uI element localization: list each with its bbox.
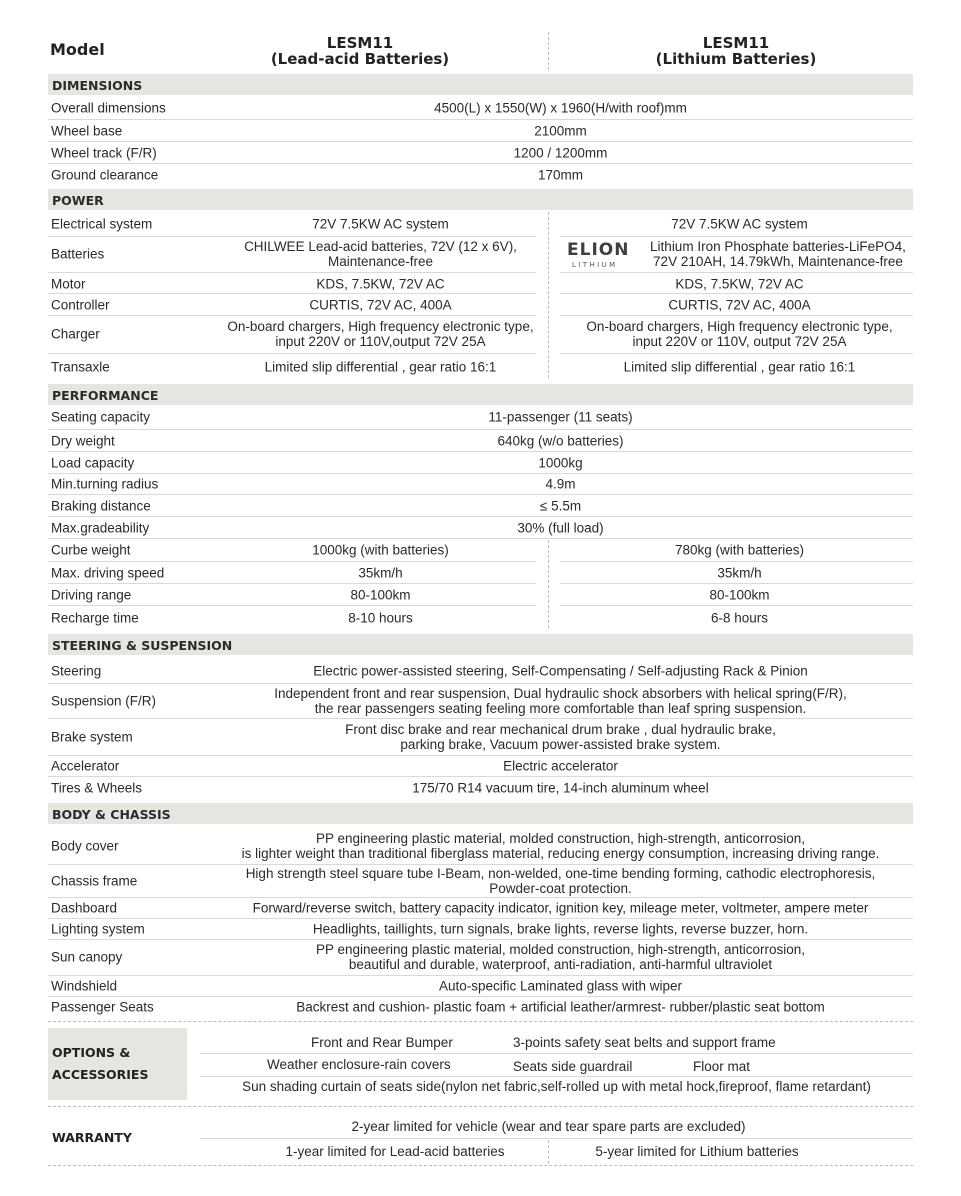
spec-label: Sun canopy <box>51 949 123 965</box>
lithium-value <box>638 239 918 269</box>
spec-row <box>48 495 913 516</box>
spec-label: Charger <box>51 326 100 342</box>
spec-row <box>48 919 913 939</box>
spec-label: Wheel track (F/R) <box>51 145 157 160</box>
row-divider <box>200 1053 913 1054</box>
spec-label: Batteries <box>51 246 105 262</box>
options-title-line1: OPTIONS & <box>52 1045 131 1060</box>
spec-value-line2: Powder-coat protection. <box>489 881 632 896</box>
lithium-value: 72V 7.5KW AC system <box>671 216 808 232</box>
spec-value: 2100mm <box>534 123 587 138</box>
spec-row <box>48 719 913 754</box>
section-divider <box>48 1165 913 1166</box>
section-steering: STEERING & SUSPENSION <box>48 634 913 655</box>
spec-row <box>48 539 913 561</box>
spec-row <box>48 777 913 799</box>
spec-row <box>48 976 913 996</box>
spec-label: Lighting system <box>51 921 145 937</box>
lithium-value: CURTIS, 72V AC, 400A <box>668 297 811 312</box>
spec-value: ≤ 5.5m <box>539 498 582 513</box>
spec-label: Tires & Wheels <box>51 780 143 796</box>
row-divider <box>200 1076 913 1077</box>
spec-value: 4.9m <box>545 476 576 492</box>
spec-label: Seating capacity <box>51 409 151 425</box>
warranty-title: WARRANTY <box>52 1130 132 1145</box>
spec-value <box>208 866 913 896</box>
spec-value <box>208 831 913 861</box>
spec-label: Chassis frame <box>51 873 138 889</box>
section-divider <box>48 1106 913 1107</box>
model-label: Model <box>50 40 105 59</box>
lithium-value: Limited slip differential , gear ratio 16:1 <box>623 359 856 375</box>
spec-label: Curbe weight <box>51 542 131 558</box>
spec-row <box>48 606 913 630</box>
spec-row <box>48 164 913 186</box>
options-title-box <box>48 1028 187 1100</box>
lead-value <box>208 319 553 349</box>
spec-label: Dry weight <box>51 433 115 448</box>
lithium-value-line2: input 220V or 110V, output 72V 25A <box>632 334 847 349</box>
spec-label: Steering <box>51 663 102 679</box>
spec-row <box>48 213 913 235</box>
spec-row <box>48 517 913 538</box>
spec-value <box>208 942 913 972</box>
lithium-value: 80-100km <box>709 587 770 602</box>
spec-label: Motor <box>51 276 86 291</box>
lithium-value: 780kg (with batteries) <box>674 542 805 558</box>
spec-label: Body cover <box>51 838 119 853</box>
spec-value: Auto-specific Laminated glass with wiper <box>438 978 683 994</box>
spec-label: Max. driving speed <box>51 565 165 580</box>
spec-label: Passenger Seats <box>51 999 154 1015</box>
spec-row <box>48 828 913 863</box>
warranty-lead-batteries: 1-year limited for Lead-acid batteries <box>285 1144 505 1159</box>
spec-value: Backrest and cushion- plastic foam + artificial leather/armrest- rubber/plastic seat bottom <box>296 999 825 1015</box>
spec-row <box>48 659 913 683</box>
option-item: Floor mat <box>693 1059 751 1074</box>
svg-text:ELION: ELION <box>567 240 630 260</box>
spec-label: Wheel base <box>51 123 123 138</box>
section-dimensions: DIMENSIONS <box>48 74 913 95</box>
spec-value-line2: beautiful and durable, waterproof, anti-radiation, anti-harmful ultraviolet <box>348 957 773 972</box>
spec-value-line1: High strength steel square tube I-Beam, non-welded, one-time bending forming, cathodic electrophoresis, <box>245 866 876 881</box>
lead-value <box>208 239 553 269</box>
spec-label: Max.gradeability <box>51 520 150 535</box>
spec-value-line2: is lighter weight than traditional fiberglass material, reducing energy consumption, increasing driving range. <box>241 845 880 861</box>
spec-value: Electric power-assisted steering, Self-Compensating / Self-adjusting Rack & Pinion <box>313 663 808 679</box>
lithium-value: 35km/h <box>717 565 762 580</box>
spec-value: Electric accelerator <box>503 758 618 774</box>
lead-value-line1: On-board chargers, High frequency electronic type, <box>227 319 534 334</box>
spec-value: 30% (full load) <box>517 520 604 535</box>
lead-value: 35km/h <box>358 565 403 580</box>
option-item: Front and Rear Bumper <box>311 1035 453 1050</box>
spec-label: Min.turning radius <box>51 476 159 492</box>
spec-row <box>48 354 913 380</box>
spec-row <box>48 120 913 141</box>
lead-value: Limited slip differential , gear ratio 16:1 <box>264 359 497 375</box>
spec-label: Transaxle <box>51 359 110 375</box>
col1-subtitle: (Lead-acid Batteries) <box>270 50 450 68</box>
spec-row <box>48 865 913 897</box>
lead-value-line1: CHILWEE Lead-acid batteries, 72V (12 x 6V), <box>244 239 517 254</box>
spec-label: Overall dimensions <box>51 100 166 116</box>
lead-value: 80-100km <box>350 587 411 602</box>
spec-row <box>48 406 913 428</box>
spec-row <box>48 316 913 352</box>
header-divider <box>548 32 549 70</box>
elion-lithium-logo <box>566 239 634 269</box>
lithium-value <box>566 319 913 349</box>
col2-model: LESM11 <box>702 34 770 52</box>
lithium-value-line1: Lithium Iron Phosphate batteries-LiFePO4, <box>650 239 906 254</box>
spec-row <box>48 940 913 974</box>
spec-row <box>48 97 913 119</box>
spec-value: 4500(L) x 1550(W) x 1960(H/with roof)mm <box>434 100 687 116</box>
spec-row <box>48 562 913 583</box>
spec-row <box>48 237 913 271</box>
spec-label: Recharge time <box>51 610 139 626</box>
spec-label: Controller <box>51 297 110 312</box>
spec-value: Headlights, taillights, turn signals, brake lights, reverse lights, reverse buzzer, horn. <box>312 921 809 937</box>
options-title-line2: ACCESSORIES <box>52 1067 149 1082</box>
spec-value-line1: PP engineering plastic material, molded construction, high-strength, anticorrosion, <box>315 942 805 957</box>
spec-value-line2: parking brake, Vacuum power-assisted brake system. <box>400 736 721 752</box>
spec-row <box>48 756 913 776</box>
lithium-value-line1: On-board chargers, High frequency electronic type, <box>586 319 893 334</box>
option-item: Seats side guardrail <box>513 1059 633 1074</box>
spec-row <box>48 273 913 294</box>
spec-value: Forward/reverse switch, battery capacity indicator, ignition key, mileage meter, voltmeter, ampere meter <box>252 900 869 916</box>
lead-value: KDS, 7.5KW, 72V AC <box>316 276 445 291</box>
spec-row <box>48 898 913 918</box>
row-divider <box>200 1138 913 1139</box>
section-body-chassis: BODY & CHASSIS <box>48 803 913 824</box>
lithium-value: 6-8 hours <box>710 610 769 626</box>
spec-row <box>48 430 913 451</box>
spec-value <box>208 686 913 716</box>
section-power: POWER <box>48 189 913 210</box>
lithium-value: KDS, 7.5KW, 72V AC <box>675 276 804 291</box>
spec-row <box>48 997 913 1017</box>
spec-row <box>48 684 913 718</box>
lead-value: 8-10 hours <box>348 610 413 626</box>
spec-row <box>48 452 913 473</box>
spec-label: Dashboard <box>51 900 118 916</box>
spec-value: 1200 / 1200mm <box>513 145 608 160</box>
lead-value: 72V 7.5KW AC system <box>312 216 449 232</box>
spec-value: 170mm <box>537 167 583 183</box>
spec-label: Driving range <box>51 587 132 602</box>
option-item: 3-points safety seat belts and support frame <box>513 1035 776 1050</box>
spec-label: Electrical system <box>51 216 153 232</box>
spec-value-line1: Independent front and rear suspension, Dual hydraulic shock absorbers with helical spring(F/R), <box>274 686 847 701</box>
section-divider <box>48 1021 913 1022</box>
lead-value: 1000kg (with batteries) <box>312 542 449 558</box>
spec-row <box>48 142 913 163</box>
spec-row <box>48 584 913 605</box>
spec-label: Windshield <box>51 978 118 994</box>
spec-label: Load capacity <box>51 455 135 470</box>
spec-value: 11-passenger (11 seats) <box>488 409 633 425</box>
section-performance: PERFORMANCE <box>48 384 913 405</box>
lithium-value-line2: 72V 210AH, 14.79kWh, Maintenance-free <box>653 254 903 269</box>
spec-value-line1: Front disc brake and rear mechanical drum brake , dual hydraulic brake, <box>345 721 776 737</box>
spec-label: Accelerator <box>51 758 120 774</box>
spec-value <box>208 722 913 752</box>
spec-row <box>48 474 913 494</box>
spec-label: Braking distance <box>51 498 151 513</box>
spec-row <box>48 294 913 315</box>
lead-value: CURTIS, 72V AC, 400A <box>309 297 452 312</box>
lead-value-line2: Maintenance-free <box>327 254 434 269</box>
spec-value-line1: PP engineering plastic material, molded construction, high-strength, anticorrosion, <box>315 830 805 846</box>
svg-text:LITHIUM: LITHIUM <box>572 261 618 269</box>
warranty-lithium-batteries: 5-year limited for Lithium batteries <box>595 1144 799 1159</box>
spec-value: 1000kg <box>538 455 583 470</box>
col1-model: LESM11 <box>326 34 394 52</box>
col2-subtitle: (Lithium Batteries) <box>655 50 817 68</box>
option-item: Sun shading curtain of seats side(nylon net fabric,self-rolled up with metal hock,fireproof, flame retardant) <box>242 1079 871 1094</box>
option-item: Weather enclosure-rain covers <box>267 1057 451 1072</box>
spec-value: 175/70 R14 vacuum tire, 14-inch aluminum wheel <box>412 780 709 796</box>
warranty-vehicle: 2-year limited for vehicle (wear and tear spare parts are excluded) <box>351 1119 746 1134</box>
spec-label: Brake system <box>51 729 133 744</box>
spec-label: Suspension (F/R) <box>51 693 157 709</box>
lead-value-line2: input 220V or 110V,output 72V 25A <box>275 334 486 349</box>
spec-value-line2: the rear passengers seating feeling more comfortable than leaf spring suspension. <box>314 701 807 716</box>
spec-value: 640kg (w/o batteries) <box>497 433 624 448</box>
spec-label: Ground clearance <box>51 167 159 183</box>
